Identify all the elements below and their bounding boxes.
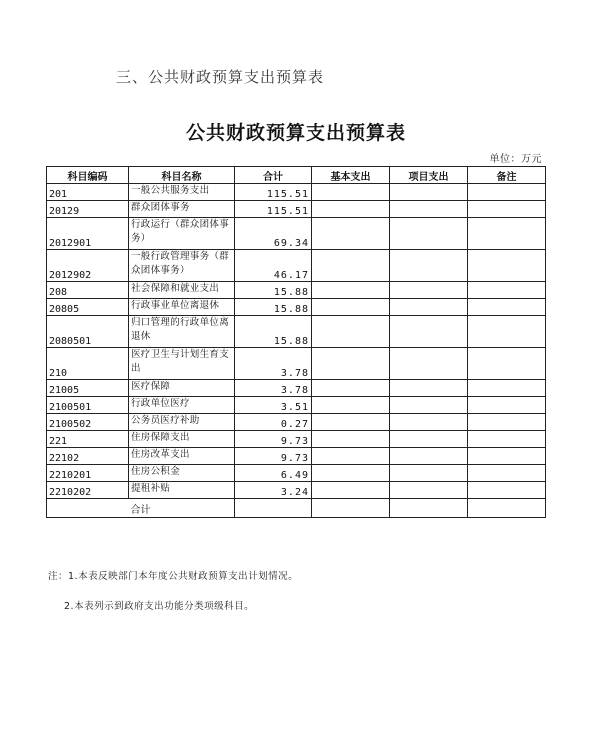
cell-total: 3.78 xyxy=(235,348,312,380)
section-heading: 三、公共财政预算支出预算表 xyxy=(116,68,325,86)
cell-remark xyxy=(468,499,546,518)
cell-basic xyxy=(312,250,390,282)
table-row xyxy=(47,448,546,465)
cell-remark xyxy=(468,299,546,316)
cell-total: 9.73 xyxy=(235,448,312,465)
cell-code: 2012901 xyxy=(47,218,129,250)
cell-basic xyxy=(312,397,390,414)
unit-label: 单位：万元 xyxy=(489,154,542,165)
table-row xyxy=(47,201,546,218)
table-row xyxy=(47,397,546,414)
cell-remark xyxy=(468,397,546,414)
cell-total: 9.73 xyxy=(235,431,312,448)
sum-label: 合计 xyxy=(47,499,235,518)
page-title: 公共财政预算支出预算表 xyxy=(185,122,406,144)
column-header-remark: 备注 xyxy=(468,167,546,184)
cell-total: 115.51 xyxy=(235,201,312,218)
cell-name: 社会保障和就业支出 xyxy=(129,282,235,299)
cell-basic xyxy=(312,431,390,448)
cell-name: 归口管理的行政单位离退休 xyxy=(129,316,235,348)
cell-code: 210 xyxy=(47,348,129,380)
cell-project xyxy=(390,348,468,380)
cell-code: 2210202 xyxy=(47,482,129,499)
cell-project xyxy=(390,380,468,397)
cell-total: 15.88 xyxy=(235,316,312,348)
cell-remark xyxy=(468,201,546,218)
cell-project xyxy=(390,482,468,499)
cell-code: 20805 xyxy=(47,299,129,316)
table-sum-row xyxy=(47,499,546,518)
cell-remark xyxy=(468,448,546,465)
cell-name: 一般公共服务支出 xyxy=(129,184,235,201)
cell-total: 69.34 xyxy=(235,218,312,250)
cell-project xyxy=(390,250,468,282)
cell-remark xyxy=(468,184,546,201)
cell-code: 221 xyxy=(47,431,129,448)
cell-project xyxy=(390,465,468,482)
column-header-name: 科目名称 xyxy=(129,167,235,184)
cell-total: 15.88 xyxy=(235,282,312,299)
cell-code: 22102 xyxy=(47,448,129,465)
cell-name: 公务员医疗补助 xyxy=(129,414,235,431)
cell-project xyxy=(390,201,468,218)
cell-name: 医疗保障 xyxy=(129,380,235,397)
cell-project xyxy=(390,431,468,448)
cell-code: 21005 xyxy=(47,380,129,397)
cell-name: 住房改革支出 xyxy=(129,448,235,465)
note-2: 2.本表列示到政府支出功能分类项级科目。 xyxy=(64,601,255,612)
cell-basic xyxy=(312,299,390,316)
cell-name: 行政运行（群众团体事务） xyxy=(129,218,235,250)
table-row xyxy=(47,184,546,201)
cell-basic xyxy=(312,201,390,218)
cell-remark xyxy=(468,250,546,282)
cell-basic xyxy=(312,482,390,499)
table-row xyxy=(47,414,546,431)
cell-remark xyxy=(468,282,546,299)
cell-code: 20129 xyxy=(47,201,129,218)
cell-remark xyxy=(468,316,546,348)
cell-total: 46.17 xyxy=(235,250,312,282)
cell-name: 提租补贴 xyxy=(129,482,235,499)
cell-basic xyxy=(312,184,390,201)
column-header-project: 项目支出 xyxy=(390,167,468,184)
cell-name: 一般行政管理事务（群众团体事务） xyxy=(129,250,235,282)
cell-name: 群众团体事务 xyxy=(129,201,235,218)
column-header-basic: 基本支出 xyxy=(312,167,390,184)
cell-basic xyxy=(312,448,390,465)
cell-name: 行政单位医疗 xyxy=(129,397,235,414)
table-row xyxy=(47,348,546,380)
cell-total: 3.78 xyxy=(235,380,312,397)
column-header-total: 合计 xyxy=(235,167,312,184)
cell-remark xyxy=(468,465,546,482)
table-row xyxy=(47,299,546,316)
cell-project xyxy=(390,448,468,465)
cell-basic xyxy=(312,380,390,397)
cell-project xyxy=(390,499,468,518)
table-row xyxy=(47,482,546,499)
cell-basic xyxy=(312,316,390,348)
table-row xyxy=(47,250,546,282)
cell-name: 医疗卫生与计划生育支出 xyxy=(129,348,235,380)
budget-table xyxy=(46,166,546,518)
table-row xyxy=(47,465,546,482)
table-row xyxy=(47,282,546,299)
cell-total xyxy=(235,499,312,518)
cell-project xyxy=(390,299,468,316)
cell-basic xyxy=(312,499,390,518)
cell-project xyxy=(390,218,468,250)
cell-name: 住房保障支出 xyxy=(129,431,235,448)
cell-total: 6.49 xyxy=(235,465,312,482)
cell-basic xyxy=(312,348,390,380)
cell-code: 2012902 xyxy=(47,250,129,282)
note-1: 注：1.本表反映部门本年度公共财政预算支出计划情况。 xyxy=(48,571,299,582)
column-header-code: 科目编码 xyxy=(47,167,129,184)
cell-total: 115.51 xyxy=(235,184,312,201)
cell-remark xyxy=(468,348,546,380)
cell-remark xyxy=(468,218,546,250)
cell-code: 201 xyxy=(47,184,129,201)
cell-basic xyxy=(312,465,390,482)
cell-project xyxy=(390,184,468,201)
cell-basic xyxy=(312,282,390,299)
cell-project xyxy=(390,316,468,348)
cell-remark xyxy=(468,431,546,448)
cell-remark xyxy=(468,380,546,397)
cell-name: 住房公积金 xyxy=(129,465,235,482)
cell-name: 行政事业单位离退休 xyxy=(129,299,235,316)
table-row xyxy=(47,218,546,250)
cell-total: 0.27 xyxy=(235,414,312,431)
table-row xyxy=(47,380,546,397)
cell-total: 3.51 xyxy=(235,397,312,414)
cell-basic xyxy=(312,218,390,250)
table-row xyxy=(47,431,546,448)
cell-project xyxy=(390,282,468,299)
cell-remark xyxy=(468,414,546,431)
table-row xyxy=(47,316,546,348)
cell-code: 2100502 xyxy=(47,414,129,431)
cell-code: 208 xyxy=(47,282,129,299)
cell-code: 2100501 xyxy=(47,397,129,414)
table-header-row xyxy=(47,167,546,184)
cell-total: 15.88 xyxy=(235,299,312,316)
cell-project xyxy=(390,414,468,431)
cell-remark xyxy=(468,482,546,499)
cell-code: 2080501 xyxy=(47,316,129,348)
cell-total: 3.24 xyxy=(235,482,312,499)
cell-code: 2210201 xyxy=(47,465,129,482)
cell-project xyxy=(390,397,468,414)
cell-basic xyxy=(312,414,390,431)
